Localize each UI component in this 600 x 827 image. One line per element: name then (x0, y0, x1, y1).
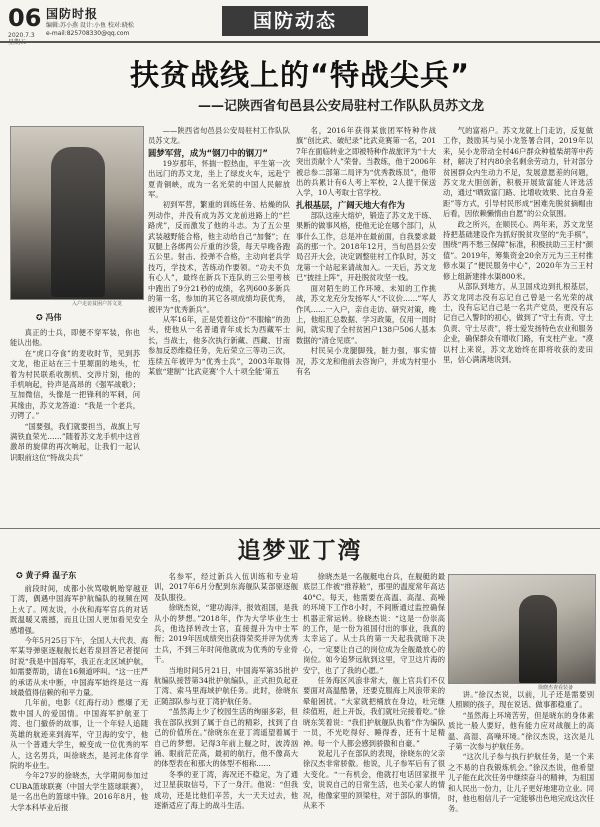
article2-headline: 追梦亚丁湾 (237, 538, 363, 564)
paragraph: ——陕西省旬邑县公安局驻村工作队队员苏文龙。 (148, 126, 290, 146)
paragraph: 冬季的亚丁湾，海况还不稳定，为了通过卫星获取信号，下了一身汗。他说：“但我成功，还是比他们辛苦，大一天天过去，他逐渐适应了海上的战斗生活。 (154, 769, 298, 810)
paragraph: 气的富裕户。苏文龙就上门走访，反复做工作，鼓励其与吴小龙签署合同，2019年以来，吴小龙带动全村46户群众种植柴胡等中药材，解决了村内80余名剩余劳动力，针对部分贫困群众内生动力不足，发展意愿差的问题，苏文龙大胆创新，积极开展致富能人评选活动，通过“晒致富门路、比增收效果、比自身差距”等方式，引导村民形成“困难先脱贫摘帽由后看，因依赖懒惰由自愿”的公众氛围。 (443, 126, 593, 219)
paragraph: 名，2016年获得某旅团军特种作战旗”创比武、破纪录”比武竞赛第一名，2017年在面临转业之即被特种作战旅评为“十大突出贡献个人”荣誉。当教练，他于2006年被总参二部第二局评为“优秀教练员”，他带出的兵累计有6人考上军校，2人提干保送入学，10人考取士官学校。 (296, 126, 436, 198)
paragraph: “虽然海上少了校园生活的绚丽多彩，但我在部队找到了属于自己的精彩，找到了自己的价值所在。”徐晓东在亚丁湾遥望着属于自己的梦想。记得3年前上舰之时，波涛汹涌、眼前茫茫高，最初的航行，他不像高大的体型表在和那大的体型不相称…… (154, 707, 298, 769)
paragraph: “虽然海上环境苦劳，但是晓东的身体素质比一般人要好，他有能力应对战舰上的高温、高湿、高噪环境。”徐汉杰说，这次是儿子第一次参与护航任务。 (448, 710, 594, 752)
header-divider (0, 41, 600, 43)
paragraph: 从部队到地方，从卫国戍边到扎根基层，苏文龙同志没有忘记自己曾是一名光荣的战士，没有忘记自己是一名共产党员，更没有忘记自己入警时的初心，做到了“守土有责、守土负责、守土尽责”，将士爱发扬特色农业和服务企业，确保群众有增收门路，有支柱产业。“漠以村上来说，苏文龙始终在即将收获的麦田里，信心满满地说到。 (443, 282, 593, 364)
article1-column-1 (10, 328, 140, 520)
paragraph: 初到军营，繁重的训练任务、枯燥的队列动作，并没有成为苏文龙前进路上的“拦路虎”，反而激发了他的斗志。为了五公里武装越野能合格，他主动给自己“加餐”；在双腿上各绑两公斤重的沙袋，每天早晚各跑五公里。射击、投弹不合格，主动向老兵学技巧，学技术，苦练动作要领。“功夫不负有心人”，最终在新兵下连队的三公里考核中跑出了9分21秒的成绩，名列600多新兵的第一名，参加的其它各项成绩均获优秀，被评为“优秀新兵”。 (148, 200, 290, 314)
person-figure (51, 147, 105, 297)
section-title: 国防动态 (222, 6, 368, 36)
paragraph: 任务海区风浪非常大，舰上官兵们不仅要面对高温酷暑，还要克服海上风浪带来的晕船困扰。“大家就把桶放在身边，吐完继续值班，赶上开饭，我们就吐完接着吃。”徐晓东笑着说：“我们护航舰队执着”作为编队一员，不光吃得好、睡得香，还有十足精神。每一个人都会感到骄傲和自豪。” (303, 676, 445, 748)
paragraph: 真正的士兵，即便不穿军装，你也能认出他。 (10, 328, 140, 348)
article2-column-3 (303, 572, 445, 824)
paragraph: 19岁那年，怀揣一腔热血，平生第一次出远门的苏文龙，坐上了绿皮火车，远赴宁夏青铜峡，成为一名光荣的中国人民解放军。 (148, 158, 290, 200)
paragraph: 今年5月25日下午，全国人大代表、海军某导弹驱逐舰舰长赵若泉回答记者提问时说“我是中国海军，我正在北区域护航，如需要帮助，请在16频道呼叫。“这一庄严的承诺从未中断，中国海军始终是这一海域最值得信赖的和平力量。 (10, 636, 148, 698)
article1-subtitle: ——记陕西省旬邑县公安局驻村工作队队员苏文龙 (198, 99, 485, 114)
sailor-figure (519, 595, 557, 683)
paragraph: 村民吴小龙腿脚残，脏力强，事实情况，苏文龙和他前去咨询户，并成为村里小有名 (296, 346, 436, 376)
paragraph: 前段时间，成都小伙骂嗷帆贻穿越亚丁湾，偶遇中国海军护航编队的视频在网上火了。网友说，小伙和海军官兵的对话既温暖又震撼，而且让国人更加看见安全感增强。 (10, 584, 148, 635)
paragraph: 政之所兴，在顺民心。两年来，苏文龙坚持把基础建设作为抓好脱贫攻坚的“先手棋”，围绕“两不愁三保障”标准，积极扶助三王村“颜值”。2019年，筹集资金20余万元为三王村推修水渠了“便民服务中心”，2020年为三王村修上组新建排水渠800米。 (443, 219, 593, 281)
paragraph: “这次儿子参与执行护航任务，是一个来之不易的自我锻炼机会。”徐汉杰说，他希望儿子能在此次任务中继续奋斗的精神，为祖国和人民出一份力，让儿子更好地建功立业。同时，他也相信儿子一定能够出色地完成这次任务。 (448, 752, 594, 814)
page-number: 06 (8, 4, 42, 32)
article2-photo (448, 574, 596, 684)
paragraph: 讲。”徐汉杰说，以前，儿子还是需要别人照顾的孩子，现在说话、做事都稳重了。 (448, 690, 594, 710)
date-text: 2020.7.3 (8, 32, 35, 39)
article1-column-2 (148, 126, 290, 526)
article2-column-4 (448, 690, 594, 824)
newspaper-logo: 国防时报 (46, 7, 99, 21)
article-divider (0, 528, 600, 529)
article1-byline: ✪ 冯伟 (36, 313, 62, 322)
editor-credits (46, 22, 134, 38)
article1-photo (10, 126, 144, 300)
email-line: e-mail:825708330@qq.com (46, 30, 130, 37)
paragraph: 几年前，电影《红海行动》燃爆了无数中国人的爱国情。中国海军护航亚丁湾、也门撤侨的故事，让一个年轻人追随英雄的航迹来到海军，守卫海的安宁，他从一个普通大学生，蜕变成一位优秀的军人，这名男兵，叫徐晓杰，是河北体育学院的毕业生。 (10, 698, 148, 770)
article2-column-2 (154, 572, 298, 824)
article2-column-1 (10, 584, 148, 824)
paragraph: 徐晓杰说，“建功海洋，报效祖国，是我从小的梦想。”2018年，作为大学毕业生士兵，他选择转改士官，直接提升为中士军衔；2019年因成绩突出获得荣奖并评为优秀士兵，不到三年时间他就成为优秀的专业骨干。 (154, 603, 298, 665)
editors-line: 编辑:苏小燕 设计:小鱼 校对:晓松 (46, 22, 134, 29)
paragraph: 当地时间5月21日，中国海军第35批护航编队接替第34批护航编队，正式担负起亚丁湾、索马里海域护航任务。此时，徐晓东正随部队参与亚丁湾护航任务。 (154, 665, 298, 706)
paragraph: 部队这座大熔炉，锻造了苏文龙干练、果断的做事风格，使他无论在哪个部门，从事什么工作，总是冲在最前面，自我要求最高的那一个。2018年12月，当旬邑县公安局召开大会，决定调整驻村工作队时，苏文龙第一个站起来请战加入。一天后，苏文龙已“披挂上阵”，开赴脱贫攻坚一线。 (296, 210, 436, 283)
article1-photo-caption: 入户走访贫困户苏文龙 (72, 301, 123, 307)
subheading: 扎根基层，广阔天地大有作为 (296, 199, 405, 210)
article1-column-4 (443, 126, 593, 526)
page-date (8, 32, 35, 46)
paragraph: 今年27岁的徐晓杰，大学期间参加过CUBA篮球联赛（中国大学生篮球联赛），是一名出色的篮球中锋。2016年8月，他大学本科毕业后报 (10, 771, 148, 812)
paragraph: 面对陌生的工作环境、未知的工作挑战，苏文龙充分发扬军人“不议价……”军人作风……一入户，亲自走访、研究对策，晚上，他组汇总数据、学习政策，仅用一周时间，就实现了全村贫困户138户506人基本数据的“清仓见底”。 (296, 283, 436, 345)
subheading: 圆梦军营，成为“钢刀中的钢刀” (148, 147, 268, 158)
article1-headline: 扶贫战线上的“特战尖兵” (129, 58, 471, 92)
paragraph: 在“虎口夺食”的麦收时节，见到苏文龙，他正站在三十里塬面的地头，忙着为村民联系收割机、交涉片刻，他的手机响起，铃声是高昂的《强军战歌》；互加微信，头像是一把锋利的军刺，问其缘由，苏文龙答道：“我是一个老兵，刃锷了。” (10, 348, 140, 421)
paragraph: 从军16年，正是凭着这份“不服输”的劲头，使他从一名普通青年成长为西藏军士长，当战士，他多次执行新藏、西藏、甘南参加反恐维稳任务，先后荣立三等功三次，连续五年被评为“优秀士兵”，2003年取得某旅“建制”‘比武竞赛’个人十项全能‘第五 (148, 314, 290, 376)
paragraph: “国要强，我们就要担当，战旗上写满铁血荣光……”随着苏文龙手机中这首激昂的旋律的再次响起，让我们一起认识眼前这位“特战尖兵” (10, 421, 140, 462)
paragraph: 徐晓杰是一名舰艇电台兵，在舰艇的最底层工作被“推荐舱”，那里的温度常年高达40°C。每天，他需要在高温、高湿、高噪的环境下工作8小时，不间断通过监控确保机器正常运转。徐晓杰说：“这是一份崇高的工作，是一份为祖国付出的事业，我真的太幸运了。从士兵的第一天起我就暗下决心，一定要让自己的岗位成为全舰最放心的岗位。如今追梦远航到这里，守卫这片海的安宁，也了了我的心愿。” (303, 572, 445, 675)
article1-column-3 (296, 126, 436, 526)
paragraph: 名参军，经过新兵入伍训练和专业培训，2017年6月分配到东海舰队某部驱逐舰及队服役。 (154, 572, 298, 602)
paragraph: 说起儿子在部队的表现，徐晓东的父亲徐汉杰非常骄傲。他说，儿子参军后有了很大变化。“一有机会，他就打电话回家报平安，说说自己的日常生活，也关心家人的情况，他像家里的顶梁柱，对于部队的事情，从来不 (303, 748, 445, 810)
article2-photo-caption: 徐晓杰查看装备 (538, 685, 574, 691)
article2-byline: ✪ 黄子舜 温子东 (16, 571, 77, 580)
